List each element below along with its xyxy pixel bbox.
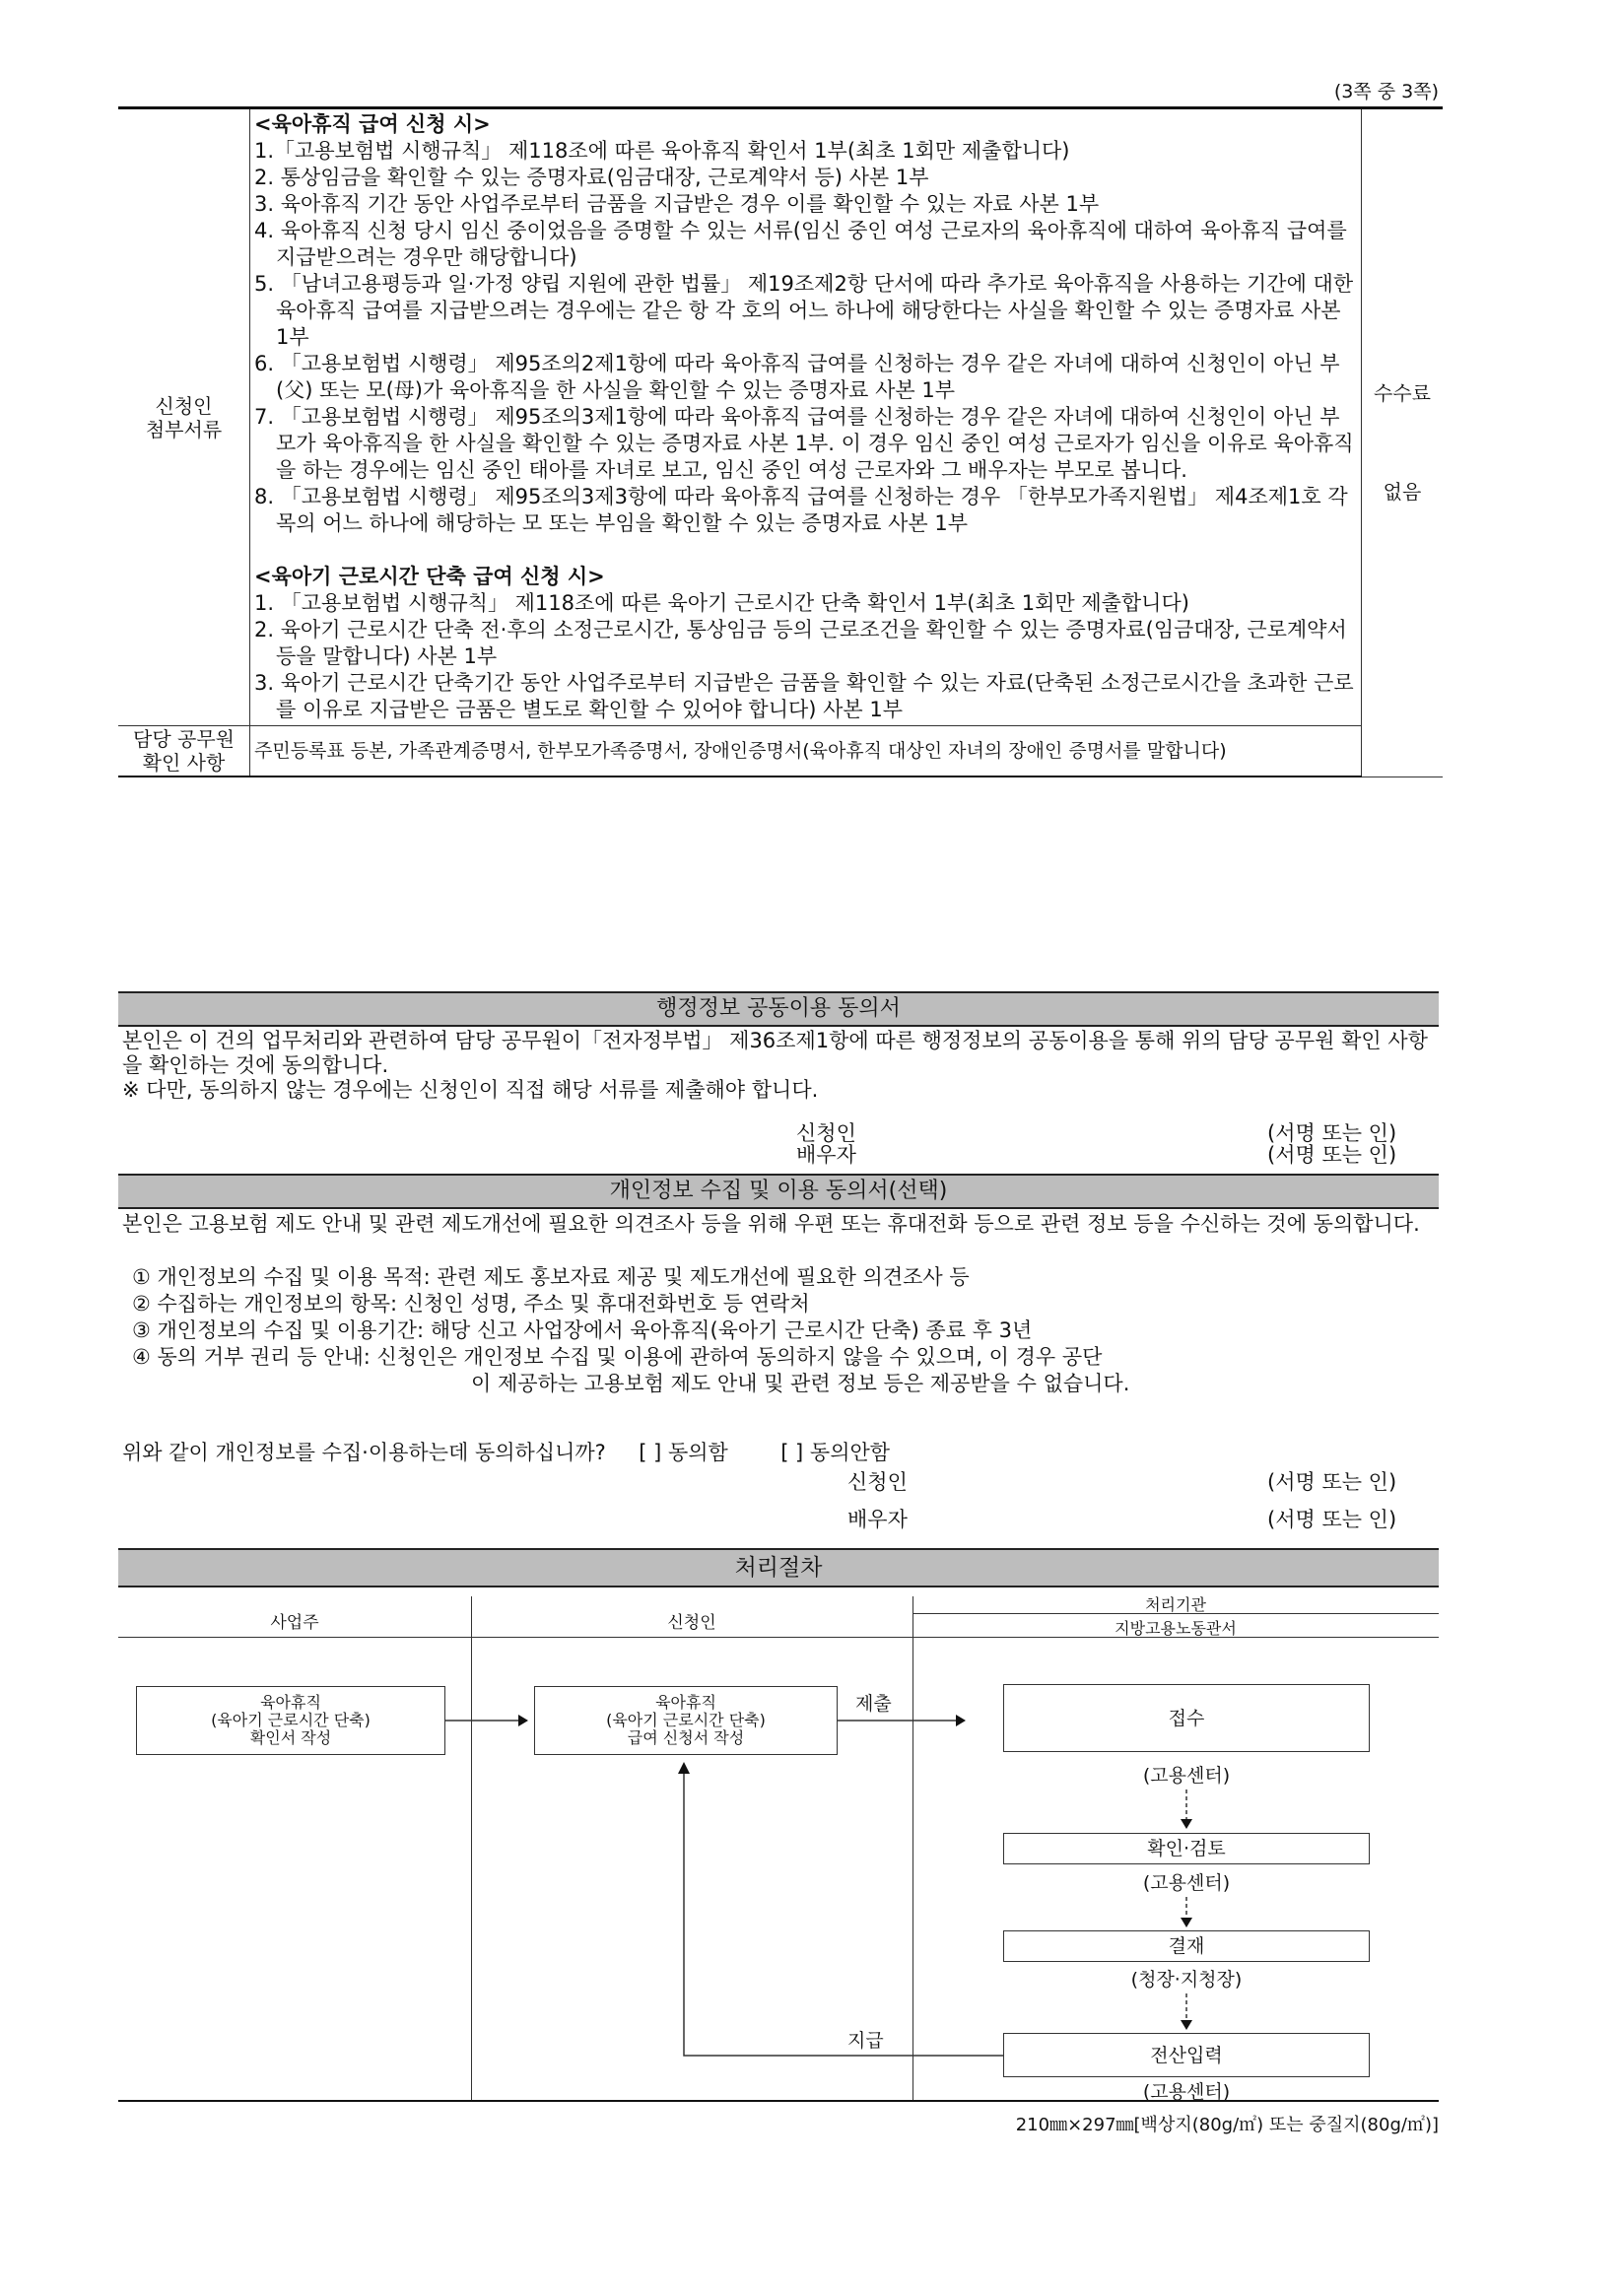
privacy-sign-spouse: (서명 또는 인) — [1267, 1508, 1397, 1531]
submit-label: 제출 — [855, 1693, 892, 1715]
col-agency-sub: 지방고용노동관서 — [1115, 1619, 1237, 1638]
step-approval-who: (청장·지청장) — [1130, 1969, 1243, 1991]
childcare-leave-item: 5. 「남녀고용평등과 일·가정 양립 지원에 관한 법률」 제19조제2항 단서에 따라 추가로 육아휴직을 사용하는 기간에 대한 육아휴직 급여를 지급받으려는 경우에는 같은 항 각 호의 어느 하나에 해당한다는 사실을 확인할 수 있는 증명자료 사본 1부 — [254, 272, 1360, 349]
childcare-leave-item: 8. 「고용보험법 시행령」 제95조의3제3항에 따라 육아휴직 급여를 신청하는 경우 「한부모가족지원법」 제4조제1호 각 목의 어느 하나에 해당하는 모 또는 부임을 확인할 수 있는 증명자료 사본 1부 — [254, 485, 1355, 535]
privacy-consent-body: 본인은 고용보험 제도 안내 및 관련 제도개선에 필요한 의견조사 등을 위해 우편 또는 휴대전화 등으로 관련 정보 등을 수신하는 것에 동의합니다. — [122, 1212, 1420, 1236]
flow-arrows — [118, 1596, 1439, 2100]
privacy-item: ② 수집하는 개인정보의 항목: 신청인 성명, 주소 및 휴대전화번호 등 연락처 — [132, 1292, 810, 1316]
admin-sign-spouse: (서명 또는 인) — [1267, 1143, 1397, 1167]
privacy-sign-applicant: (서명 또는 인) — [1267, 1470, 1397, 1494]
agree-checkbox[interactable]: [ ] 동의함 — [639, 1441, 728, 1464]
col-agency: 처리기관 — [1145, 1595, 1206, 1614]
privacy-items — [132, 1264, 1443, 1397]
step-review-who: (고용센터) — [1142, 1872, 1231, 1894]
privacy-consent-title: 개인정보 수집 및 이용 동의서(선택) — [118, 1174, 1439, 1209]
childcare-leave-item: 4. 육아휴직 신청 당시 임신 중이었음을 증명할 수 있는 서류(임신 중인 여성 근로자의 육아휴직에 대하여 육아휴직 급여를 지급받으려는 경우만 해당합니다) — [254, 219, 1354, 269]
col-applicant: 신청인 — [667, 1613, 716, 1633]
reduced-hours-item: 3. 육아기 근로시간 단축기간 동안 사업주로부터 지급받은 금품을 확인할 수 있는 자료(단축된 소정근로시간을 초과한 근로를 이유로 지급받은 금품은 별도로 확인할 수 있어야 합니다) 사본 1부 — [254, 671, 1354, 721]
arrowhead-pay — [678, 1762, 690, 1774]
admin-consent-note: ※ 다만, 동의하지 않는 경우에는 신청인이 직접 해당 서류를 제출해야 합니다. — [122, 1078, 819, 1102]
admin-sign-applicant: (서명 또는 인) — [1267, 1121, 1397, 1145]
privacy-question: 위와 같이 개인정보를 수집·이용하는데 동의하십니까? — [122, 1441, 606, 1464]
procedure-title: 처리절차 — [118, 1548, 1439, 1587]
arrow-pay-back — [684, 1774, 1003, 2056]
privacy-item: ④ 동의 거부 권리 등 안내: 신청인은 개인정보 수집 및 이용에 관하여 동의하지 않을 수 있으며, 이 경우 공단 — [132, 1345, 1103, 1369]
arrowhead-review — [1181, 1819, 1192, 1829]
step-review: 확인·검토 — [1003, 1833, 1370, 1864]
childcare-leave-item: 6. 「고용보험법 시행령」 제95조의2제1항에 따라 육아휴직 급여를 신청하는 경우 같은 자녀에 대하여 신청인이 아닌 부(父) 또는 모(母)가 육아휴직을 한 사실을 확인할 수 있는 증명자료 사본 1부 — [254, 352, 1340, 402]
reduced-hours-title: <육아기 근로시간 단축 급여 신청 시> — [254, 565, 605, 588]
reduced-hours-item: 2. 육아기 근로시간 단축 전·후의 소정근로시간, 통상임금 등의 근로조건을 확인할 수 있는 증명자료(임금대장, 근로계약서 등을 말합니다) 사본 1부 — [254, 618, 1354, 668]
step-receipt-who: (고용센터) — [1142, 1765, 1231, 1787]
privacy-item: ① 개인정보의 수집 및 이용 목적: 관련 제도 홍보자료 제공 및 제도개선에 필요한 의견조사 등 — [132, 1265, 970, 1289]
page-indicator: (3쪽 중 3쪽) — [1333, 81, 1439, 102]
attachments-table — [118, 106, 1443, 777]
attachments-label: 신청인 첨부서류 — [118, 108, 250, 726]
childcare-leave-item: 2. 통상임금을 확인할 수 있는 증명자료(임금대장, 근로계약서 등) 사본 1부 — [254, 166, 929, 189]
step-entry-who: (고용센터) — [1142, 2081, 1231, 2103]
paper-spec: 210㎜×297㎜[백상지(80g/㎡) 또는 중질지(80g/㎡)] — [1015, 2115, 1439, 2135]
privacy-item: 이 제공하는 고용보험 제도 안내 및 관련 정보 등은 제공받을 수 없습니다. — [471, 1372, 1130, 1395]
admin-signer-spouse: 배우자 — [796, 1143, 856, 1167]
childcare-leave-title: <육아휴직 급여 신청 시> — [254, 112, 491, 136]
attachments-list — [250, 108, 1362, 726]
admin-consent-body: 본인은 이 건의 업무처리와 관련하여 담당 공무원이「전자정부법」 제36조제1항에 따른 행정정보의 공동이용을 통해 위의 담당 공무원 확인 사항을 확인하는 것에 동의합니다. — [122, 1029, 1428, 1077]
privacy-item: ③ 개인정보의 수집 및 이용기간: 해당 신고 사업장에서 육아휴직(육아기 근로시간 단축) 종료 후 3년 — [132, 1318, 1033, 1342]
arrowhead-employer — [518, 1715, 528, 1726]
fee-cell: 수수료 없음 — [1362, 108, 1444, 777]
arrowhead-approval — [1181, 1918, 1192, 1927]
childcare-leave-item: 3. 육아휴직 기간 동안 사업주로부터 금품을 지급받은 경우 이를 확인할 수 있는 자료 사본 1부 — [254, 192, 1100, 216]
childcare-leave-item: 7. 「고용보험법 시행령」 제95조의3제1항에 따라 육아휴직 급여를 신청하는 경우 같은 자녀에 대하여 신청인이 아닌 부모가 육아휴직을 한 사실을 확인할 수 있는 증명자료 사본 1부. 이 경우 임신 중인 여성 근로자가 임신을 이유로 육아휴직을 하는 경우에는 임신 중인 태아를 자녀로 보고, 임신 중인 여성 근로자와 그 배우자는 부모로 봅니다. — [254, 405, 1354, 482]
step-entry: 전산입력 — [1003, 2033, 1370, 2077]
employer-box: 육아휴직 (육아기 근로시간 단축) 확인서 작성 — [136, 1686, 445, 1755]
applicant-box: 육아휴직 (육아기 근로시간 단축) 급여 신청서 작성 — [534, 1686, 838, 1755]
col-employer: 사업주 — [270, 1613, 319, 1633]
arrowhead-submit — [956, 1715, 966, 1726]
step-approval: 결재 — [1003, 1930, 1370, 1962]
privacy-question-row — [122, 1441, 1433, 1465]
admin-consent-title: 행정정보 공동이용 동의서 — [118, 991, 1439, 1027]
official-check-label: 담당 공무원 확인 사항 — [118, 726, 250, 777]
pay-label: 지급 — [847, 2030, 884, 2052]
step-receipt: 접수 — [1003, 1684, 1370, 1752]
reduced-hours-item: 1. 「고용보험법 시행규칙」 제118조에 따른 육아기 근로시간 단축 확인서 1부(최초 1회만 제출합니다) — [254, 591, 1189, 615]
privacy-signer-applicant: 신청인 — [847, 1470, 908, 1494]
arrowhead-entry — [1181, 2020, 1192, 2030]
official-check-text: 주민등록표 등본, 가족관계증명서, 한부모가족증명서, 장애인증명서(육아휴직 대상인 자녀의 장애인 증명서를 말합니다) — [250, 726, 1362, 777]
procedure-diagram — [118, 1596, 1439, 2102]
disagree-checkbox[interactable]: [ ] 동의안함 — [780, 1441, 891, 1464]
admin-signer-applicant: 신청인 — [796, 1121, 856, 1145]
childcare-leave-item: 1.「고용보험법 시행규칙」 제118조에 따른 육아휴직 확인서 1부(최초 1회만 제출합니다) — [254, 139, 1070, 163]
privacy-signer-spouse: 배우자 — [847, 1508, 908, 1531]
